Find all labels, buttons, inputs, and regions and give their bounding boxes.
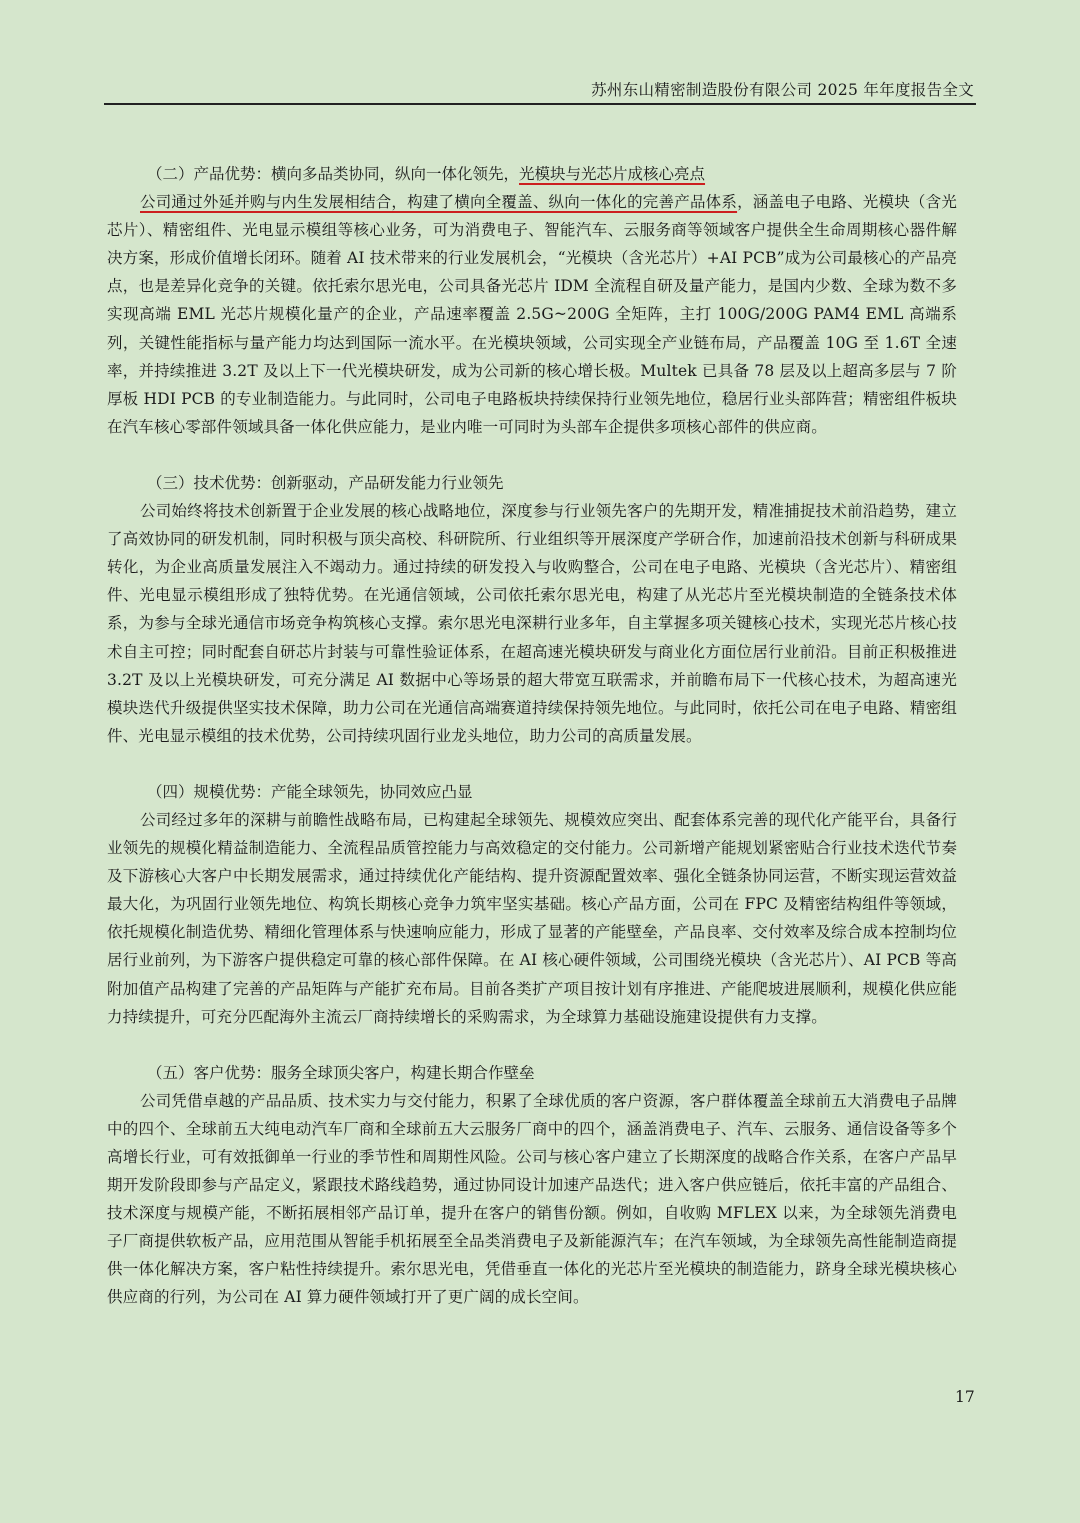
section-technology-advantage xyxy=(107,469,957,750)
heading-highlight: 光模块与光芯片成核心亮点 xyxy=(519,165,706,183)
section-heading: （三）技术优势：创新驱动，产品研发能力行业领先 xyxy=(147,473,504,492)
section-scale-advantage xyxy=(107,778,957,1031)
section-paragraph xyxy=(107,188,957,441)
section-customer-advantage xyxy=(107,1059,957,1312)
header-title: 苏州东山精密制造股份有限公司 2025 年年度报告全文 xyxy=(591,81,974,99)
section-paragraph: 公司凭借卓越的产品品质、技术实力与交付能力，积累了全球优质的客户资源，客户群体覆盖全球前五大消费电子品牌中的四个、全球前五大纯电动汽车厂商和全球前五大云服务厂商中的四个，涵盖消费电子、汽车、云服务、通信设备等多个高增长行业，可有效抵御单一行业的季节性和周期性风险。公司与核心客户建立了长期深度的战略合作关系，在客户产品早期开发阶段即参与产品定义，紧跟技术路线趋势，通过协同设计加速产品迭代；进入客户供应链后，依托丰富的产品组合、技术深度与规模产能，不断拓展相邻产品订单，提升在客户的销售份额。例如，自收购 MFLEX 以来，为全球领先消费电子厂商提供软板产品，应用范围从智能手机拓展至全品类消费电子及新能源汽车；在汽车领域，为全球领先高性能制造商提供一体化解决方案，客户粘性持续提升。索尔思光电，凭借垂直一体化的光芯片至光模块的制造能力，跻身全球光模块核心供应商的行列，为公司在 AI 算力硬件领域打开了更广阔的成长空间。 xyxy=(107,1091,957,1307)
paragraph-text: ，涵盖电子电路、光模块（含光芯片）、精密组件、光电显示模组等核心业务，可为消费电子、智能汽车、云服务商等领域客户提供全生命周期核心器件解决方案，形成价值增长闭环。随着 AI 技术带来的行业发展机会，“光模块（含光芯片）+AI PCB”成为公司最核心的产品亮点，也是差异化竞争的关键。依托索尔思光电，公司具备光芯片 IDM 全流程自研及量产能力，是国内少数、全球为数不多实现高端 EML 光芯片规模化量产的企业，产品速率覆盖 2.5G~200G 全矩阵，主打 100G/200G PAM4 EML 高端系列，关键性能指标与量产能力均达到国际一流水平。在光模块领域，公司实现全产业链布局，产品覆盖 10G 至 1.6T 全速率，并持续推进 3.2T 及以上下一代光模块研发，成为公司新的核心增长极。Multek 已具备 78 层及以上超高多层与 7 阶厚板 HDI PCB 的专业制造能力。与此同时，公司电子电路板块持续保持行业领先地位，稳居行业头部阵营；精密组件板块在汽车核心零部件领域具备一体化供应能力，是业内唯一可同时为头部车企提供多项核心部件的供应商。 xyxy=(107,193,957,436)
paragraph-highlight: 公司通过外延并购与内生发展相结合，构建了横向全覆盖、纵向一体化的完善产品体系 xyxy=(140,193,738,212)
main-content xyxy=(107,160,957,1312)
page-number: 17 xyxy=(955,1388,975,1406)
section-heading xyxy=(107,160,957,188)
section-paragraph: 公司经过多年的深耕与前瞻性战略布局，已构建起全球领先、规模效应突出、配套体系完善的现代化产能平台，具备行业领先的规模化精益制造能力、全流程品质管控能力与高效稳定的交付能力。公司新增产能规划紧密贴合行业技术迭代节奏及下游核心大客户中长期发展需求，通过持续优化产能结构、提升资源配置效率、强化全链条协同运营，不断实现运营效益最大化，为巩固行业领先地位、构筑长期核心竞争力筑牢坚实基础。核心产品方面，公司在 FPC 及精密结构组件等领域，依托规模化制造优势、精细化管理体系与快速响应能力，形成了显著的产能壁垒，产品良率、交付效率及综合成本控制均位居行业前列，为下游客户提供稳定可靠的核心部件保障。在 AI 核心硬件领域，公司围绕光模块（含光芯片）、AI PCB 等高附加值产品构建了完善的产品矩阵与产能扩充布局。目前各类扩产项目按计划有序推进、产能爬坡进展顺利，规模化供应能力持续提升，可充分匹配海外主流云厂商持续增长的采购需求，为全球算力基础设施建设提供有力支撑。 xyxy=(107,810,957,1026)
section-heading: （四）规模优势：产能全球领先，协同效应凸显 xyxy=(147,782,473,801)
page-header xyxy=(104,76,976,105)
section-product-advantage xyxy=(107,160,957,441)
section-heading: （五）客户优势：服务全球顶尖客户，构建长期合作壁垒 xyxy=(147,1063,535,1082)
heading-text: （二）产品优势：横向多品类协同，纵向一体化领先， xyxy=(147,165,520,183)
section-paragraph: 公司始终将技术创新置于企业发展的核心战略地位，深度参与行业领先客户的先期开发，精准捕捉技术前沿趋势，建立了高效协同的研发机制，同时积极与顶尖高校、科研院所、行业组织等开展深度产学研合作，加速前沿技术创新与科研成果转化，为企业高质量发展注入不竭动力。通过持续的研发投入与收购整合，公司在电子电路、光模块（含光芯片）、精密组件、光电显示模组形成了独特优势。在光通信领域，公司依托索尔思光电，构建了从光芯片至光模块制造的全链条技术体系，为参与全球光通信市场竞争构筑核心支撑。索尔思光电深耕行业多年，自主掌握多项关键核心技术，实现光芯片核心技术自主可控；同时配套自研芯片封装与可靠性验证体系，在超高速光模块研发与商业化方面位居行业前沿。目前正积极推进 3.2T 及以上光模块研发，可充分满足 AI 数据中心等场景的超大带宽互联需求，并前瞻布局下一代核心技术，为超高速光模块迭代升级提供坚实技术保障，助力公司在光通信高端赛道持续保持领先地位。与此同时，依托公司在电子电路、精密组件、光电显示模组的技术优势，公司持续巩固行业龙头地位，助力公司的高质量发展。 xyxy=(107,502,957,745)
